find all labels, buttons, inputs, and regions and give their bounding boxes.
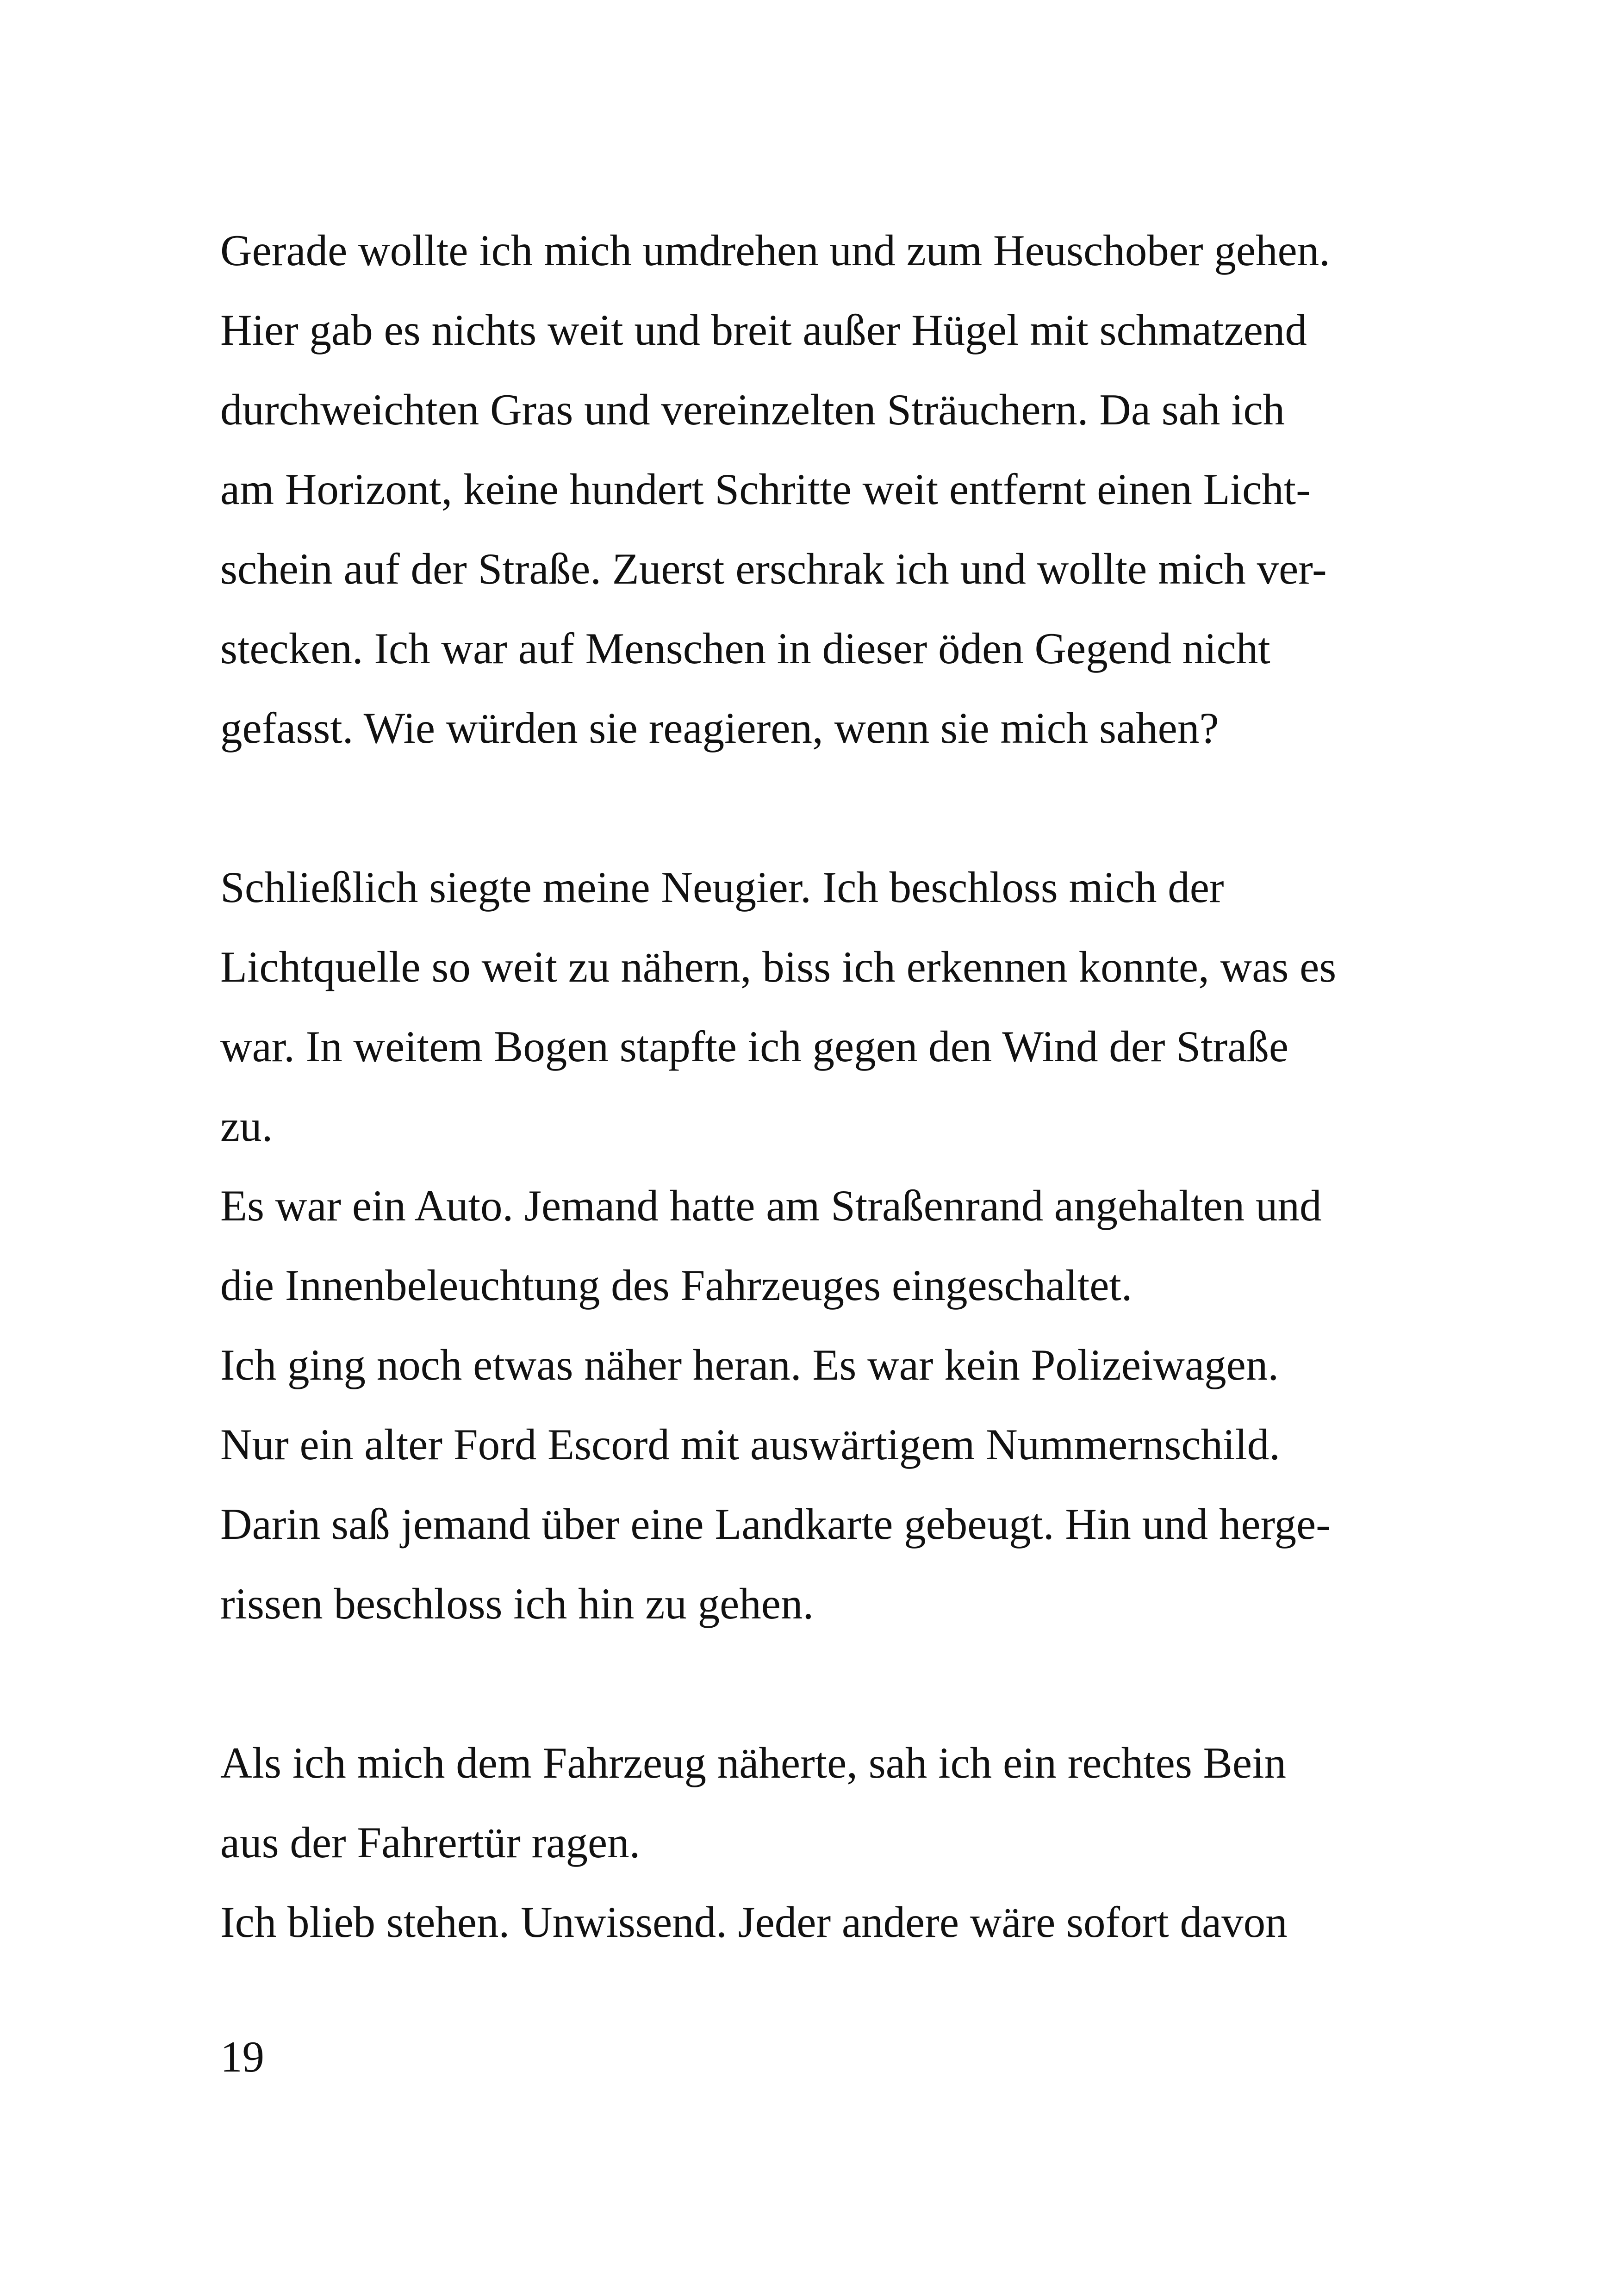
text-line: am Horizont, keine hundert Schritte weit entfernt einen Licht- [220,465,1311,514]
text-line: Darin saß jemand über eine Landkarte gebeugt. Hin und herge- [220,1500,1331,1549]
text-line: Es war ein Auto. Jemand hatte am Straßenrand angehalten und [220,1181,1322,1230]
paragraph-spacer [220,1643,1424,1723]
text-line: Ich blieb stehen. Unwissend. Jeder andere wäre sofort davon [220,1898,1288,1947]
text-line: Schließlich siegte meine Neugier. Ich beschloss mich der [220,863,1224,912]
text-line: Nur ein alter Ford Escord mit auswärtigem Nummernschild. [220,1420,1281,1469]
text-line: die Innenbeleuchtung des Fahrzeuges eingeschaltet. [220,1261,1133,1310]
text-line: rissen beschloss ich hin zu gehen. [220,1579,814,1628]
text-line: durchweichten Gras und vereinzelten Sträuchern. Da sah ich [220,385,1285,434]
body-text [220,211,1424,1962]
text-line: schein auf der Straße. Zuerst erschrak ich und wollte mich ver- [220,544,1327,593]
text-line: aus der Fahrertür ragen. [220,1818,641,1867]
text-line: Ich ging noch etwas näher heran. Es war kein Polizeiwagen. [220,1340,1279,1389]
paragraph [220,847,1424,1643]
text-line: zu. [220,1101,273,1151]
text-line: Als ich mich dem Fahrzeug näherte, sah ich ein rechtes Bein [220,1738,1286,1787]
paragraph [220,211,1424,768]
text-line: gefasst. Wie würden sie reagieren, wenn sie mich sahen? [220,703,1219,753]
text-line: Lichtquelle so weit zu nähern, biss ich erkennen konnte, was es [220,942,1337,991]
text-line: Hier gab es nichts weit und breit außer Hügel mit schmatzend [220,305,1307,355]
text-line: Gerade wollte ich mich umdrehen und zum Heuschober gehen. [220,226,1330,275]
page-number: 19 [220,2032,264,2081]
paragraph [220,1723,1424,1962]
text-line: stecken. Ich war auf Menschen in dieser öden Gegend nicht [220,624,1270,673]
text-line: war. In weitem Bogen stapfte ich gegen den Wind der Straße [220,1022,1289,1071]
paragraph-spacer [220,768,1424,847]
